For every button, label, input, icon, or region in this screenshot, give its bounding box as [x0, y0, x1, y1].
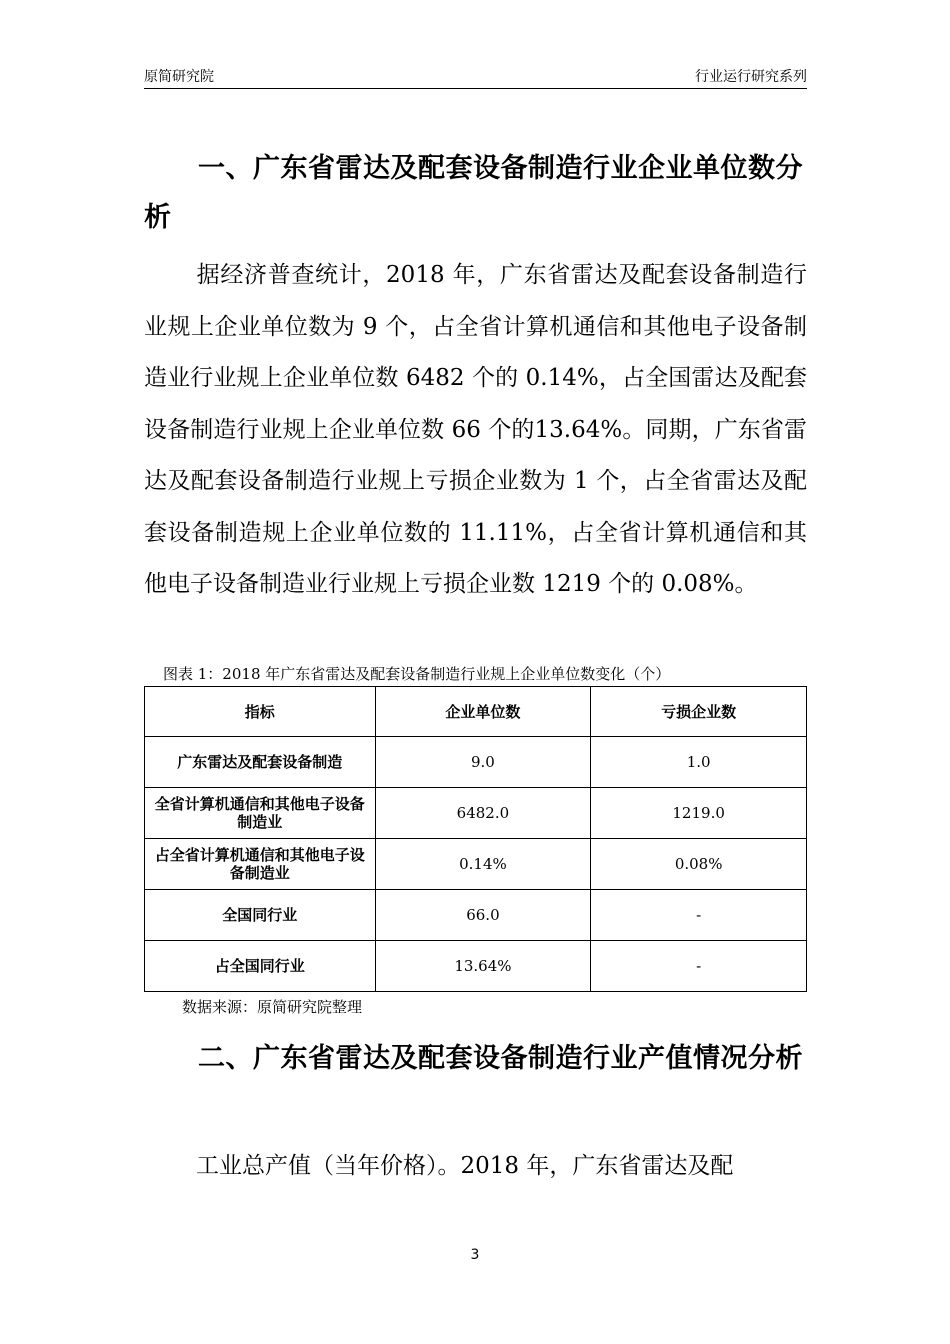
- section1-title: 一、广东省雷达及配套设备制造行业企业单位数分析: [144, 153, 803, 233]
- cell-loss: 1219.0: [591, 788, 807, 839]
- section2-paragraph-text: 工业总产值（当年价格）。2018 年，广东省雷达及配: [196, 1153, 734, 1179]
- section2-paragraph: [144, 1141, 807, 1193]
- row-label: 占全国同行业: [145, 941, 376, 992]
- cell-loss: -: [591, 941, 807, 992]
- table-row: [145, 737, 807, 788]
- cell-units: 66.0: [375, 890, 591, 941]
- section2-heading: [144, 1034, 807, 1083]
- cell-loss: -: [591, 890, 807, 941]
- row-label: 占全省计算机通信和其他电子设备制造业: [145, 839, 376, 890]
- page-header: [144, 66, 807, 89]
- section1-heading: [144, 144, 807, 242]
- col-header-units: 企业单位数: [375, 687, 591, 737]
- section2-title: 二、广东省雷达及配套设备制造行业产值情况分析: [198, 1043, 803, 1074]
- cell-units: 13.64%: [375, 941, 591, 992]
- table-row: [145, 839, 807, 890]
- page-number: 3: [470, 1247, 480, 1263]
- section1-paragraph-text: 据经济普查统计，2018 年，广东省雷达及配套设备制造行业规上企业单位数为 9 个，占全省计算机通信和其他电子设备制造业行业规上企业单位数 6482 个的 0.14%，占全国雷达及配套设备制造行业规上企业单位数 66 个的13.64%。同期，广东省雷达及配套设备制造行业规上亏损企业数为 1 个，占全省雷达及配套设备制造规上企业单位数的 11.11%，占全省计算机通信和其他电子设备制造业行业规上亏损企业数 1219 个的 0.08%。: [144, 262, 807, 597]
- row-label: 全国同行业: [145, 890, 376, 941]
- section1-paragraph: [144, 250, 807, 611]
- header-org-name: 原简研究院: [144, 69, 214, 85]
- col-header-indicator: 指标: [145, 687, 376, 737]
- table-row: [145, 788, 807, 839]
- cell-units: 0.14%: [375, 839, 591, 890]
- table-caption: 图表 1：2018 年广东省雷达及配套设备制造行业规上企业单位数变化（个）: [163, 665, 671, 683]
- table-header-row: [145, 687, 807, 737]
- enterprise-count-table: [144, 686, 807, 992]
- table-row: [145, 890, 807, 941]
- cell-loss: 0.08%: [591, 839, 807, 890]
- row-label: 广东雷达及配套设备制造: [145, 737, 376, 788]
- col-header-loss: 亏损企业数: [591, 687, 807, 737]
- cell-loss: 1.0: [591, 737, 807, 788]
- header-series-name: 行业运行研究系列: [695, 69, 807, 85]
- table-row: [145, 941, 807, 992]
- row-label: 全省计算机通信和其他电子设备制造业: [145, 788, 376, 839]
- cell-units: 6482.0: [375, 788, 591, 839]
- table-source-note: 数据来源：原简研究院整理: [182, 998, 363, 1016]
- cell-units: 9.0: [375, 737, 591, 788]
